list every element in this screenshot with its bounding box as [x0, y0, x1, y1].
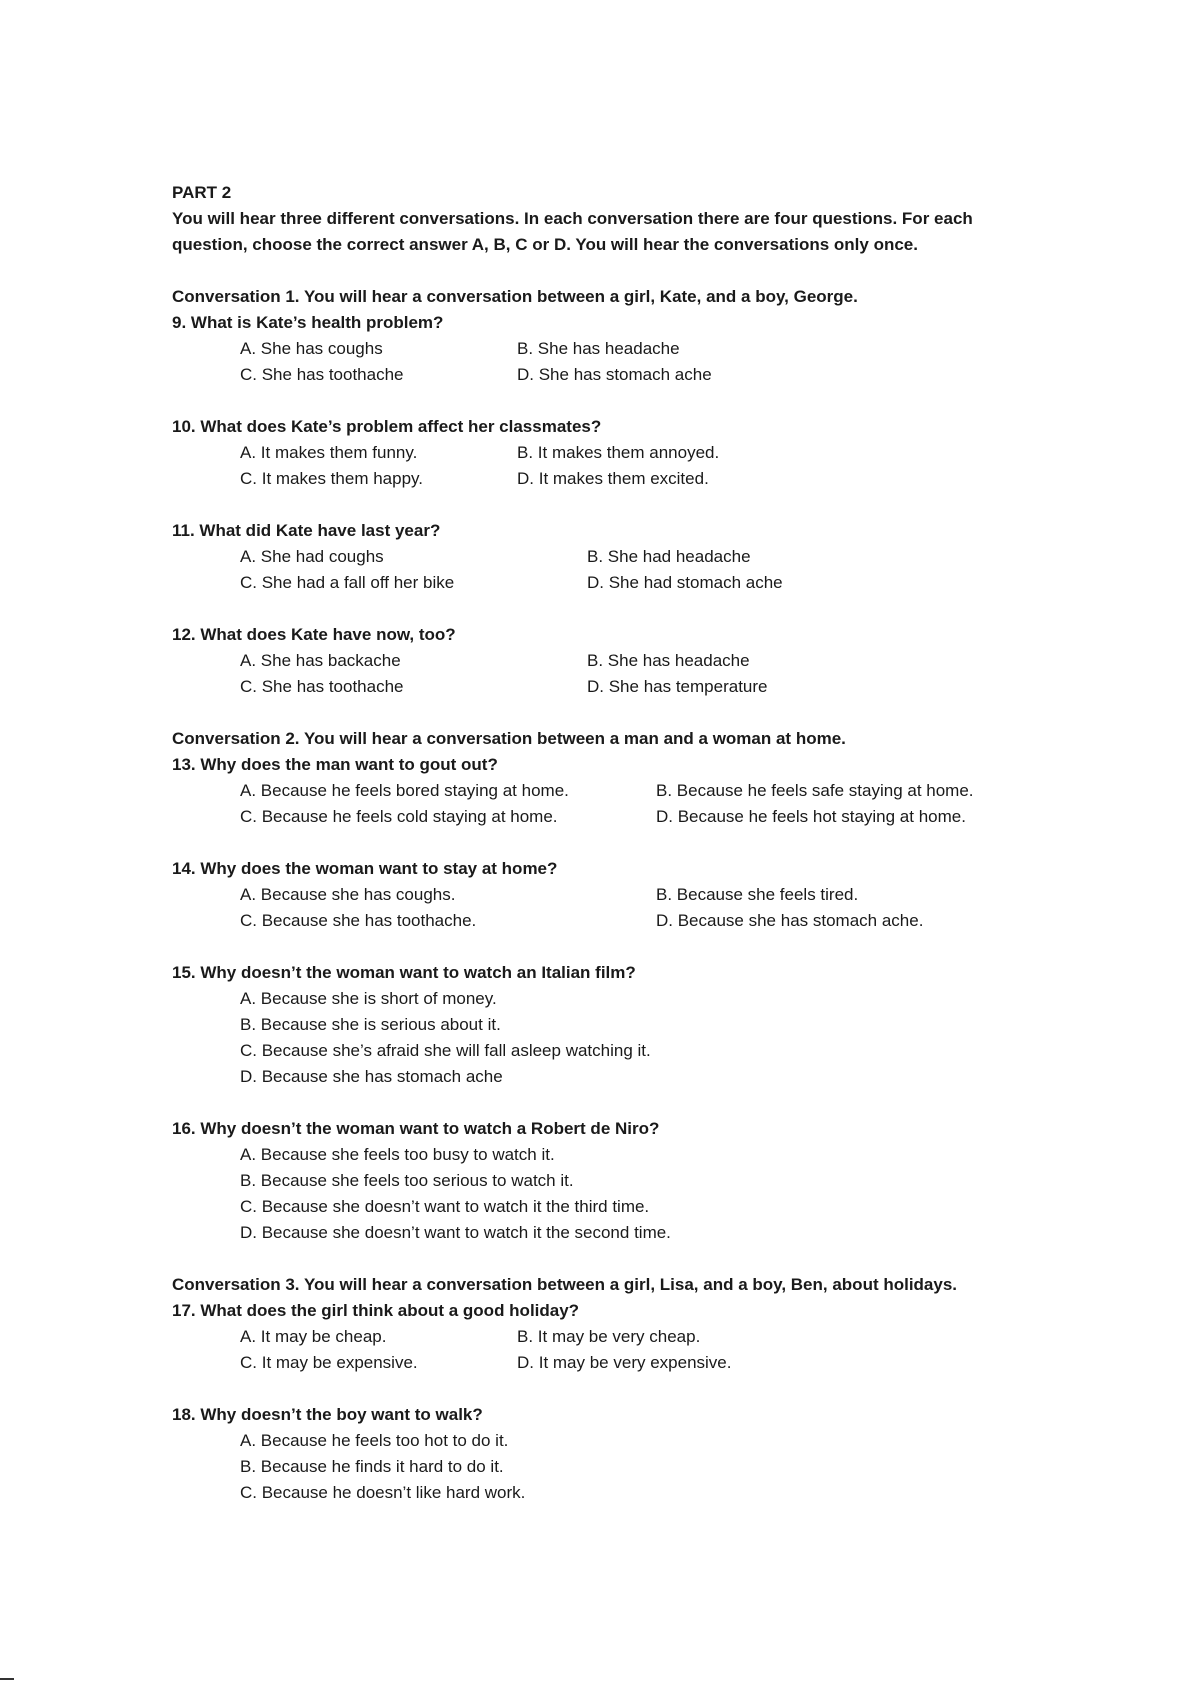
- instructions-line-1: You will hear three different conversations. In each conversation there are four questions. For each: [172, 209, 973, 228]
- question-9-option-c: C. She has toothache: [240, 365, 404, 384]
- conversation-2-intro: Conversation 2. You will hear a conversation between a man and a woman at home.: [172, 729, 846, 748]
- question-10-option-d: D. It makes them excited.: [517, 469, 709, 488]
- question-16-option-a: A. Because she feels too busy to watch it.: [240, 1145, 555, 1164]
- question-16-option-c: C. Because she doesn’t want to watch it the third time.: [240, 1197, 650, 1216]
- question-11-option-a: A. She had coughs: [240, 547, 384, 566]
- question-17: 17. What does the girl think about a good holiday?: [172, 1301, 580, 1320]
- question-17-option-b: B. It may be very cheap.: [517, 1327, 701, 1346]
- question-9-option-b: B. She has headache: [517, 339, 680, 358]
- question-12-option-d: D. She has temperature: [587, 677, 768, 696]
- question-10-option-b: B. It makes them annoyed.: [517, 443, 720, 462]
- question-10-option-a: A. It makes them funny.: [240, 443, 418, 462]
- question-14-option-d: D. Because she has stomach ache.: [656, 911, 924, 930]
- question-15: 15. Why doesn’t the woman want to watch an Italian film?: [172, 963, 636, 982]
- question-14-option-c: C. Because she has toothache.: [240, 911, 477, 930]
- question-16-option-d: D. Because she doesn’t want to watch it the second time.: [240, 1223, 671, 1242]
- question-11: 11. What did Kate have last year?: [172, 521, 441, 540]
- question-18-option-b: B. Because he finds it hard to do it.: [240, 1457, 504, 1476]
- question-14: 14. Why does the woman want to stay at home?: [172, 859, 558, 878]
- question-15-option-c: C. Because she’s afraid she will fall asleep watching it.: [240, 1041, 651, 1060]
- conversation-1-intro: Conversation 1. You will hear a conversation between a girl, Kate, and a boy, George.: [172, 287, 858, 306]
- question-15-option-b: B. Because she is serious about it.: [240, 1015, 501, 1034]
- question-12-option-a: A. She has backache: [240, 651, 401, 670]
- question-12-option-b: B. She has headache: [587, 651, 750, 670]
- question-11-option-b: B. She had headache: [587, 547, 751, 566]
- conversation-3-intro: Conversation 3. You will hear a conversation between a girl, Lisa, and a boy, Ben, about holidays.: [172, 1275, 958, 1294]
- question-13-option-c: C. Because he feels cold staying at home.: [240, 807, 558, 826]
- question-10: 10. What does Kate’s problem affect her classmates?: [172, 417, 602, 436]
- question-12-option-c: C. She has toothache: [240, 677, 404, 696]
- question-12: 12. What does Kate have now, too?: [172, 625, 456, 644]
- question-15-option-a: A. Because she is short of money.: [240, 989, 497, 1008]
- part-title: PART 2: [172, 183, 232, 202]
- question-11-option-d: D. She had stomach ache: [587, 573, 783, 592]
- question-18-option-a: A. Because he feels too hot to do it.: [240, 1431, 509, 1450]
- question-18: 18. Why doesn’t the boy want to walk?: [172, 1405, 483, 1424]
- scan-edge-mark: [0, 1678, 14, 1680]
- question-9-option-d: D. She has stomach ache: [517, 365, 712, 384]
- question-14-option-b: B. Because she feels tired.: [656, 885, 859, 904]
- question-15-option-d: D. Because she has stomach ache: [240, 1067, 503, 1086]
- question-9-option-a: A. She has coughs: [240, 339, 383, 358]
- question-9: 9. What is Kate’s health problem?: [172, 313, 444, 332]
- question-16: 16. Why doesn’t the woman want to watch a Robert de Niro?: [172, 1119, 660, 1138]
- question-16-option-b: B. Because she feels too serious to watch it.: [240, 1171, 574, 1190]
- question-10-option-c: C. It makes them happy.: [240, 469, 423, 488]
- question-13-option-b: B. Because he feels safe staying at home.: [656, 781, 974, 800]
- question-17-option-a: A. It may be cheap.: [240, 1327, 387, 1346]
- question-11-option-c: C. She had a fall off her bike: [240, 573, 455, 592]
- question-14-option-a: A. Because she has coughs.: [240, 885, 456, 904]
- instructions-line-2: question, choose the correct answer A, B, C or D. You will hear the conversations only once.: [172, 235, 918, 254]
- question-18-option-c: C. Because he doesn’t like hard work.: [240, 1483, 526, 1502]
- question-13-option-d: D. Because he feels hot staying at home.: [656, 807, 966, 826]
- question-17-option-c: C. It may be expensive.: [240, 1353, 418, 1372]
- question-13-option-a: A. Because he feels bored staying at home.: [240, 781, 569, 800]
- question-17-option-d: D. It may be very expensive.: [517, 1353, 732, 1372]
- question-13: 13. Why does the man want to gout out?: [172, 755, 498, 774]
